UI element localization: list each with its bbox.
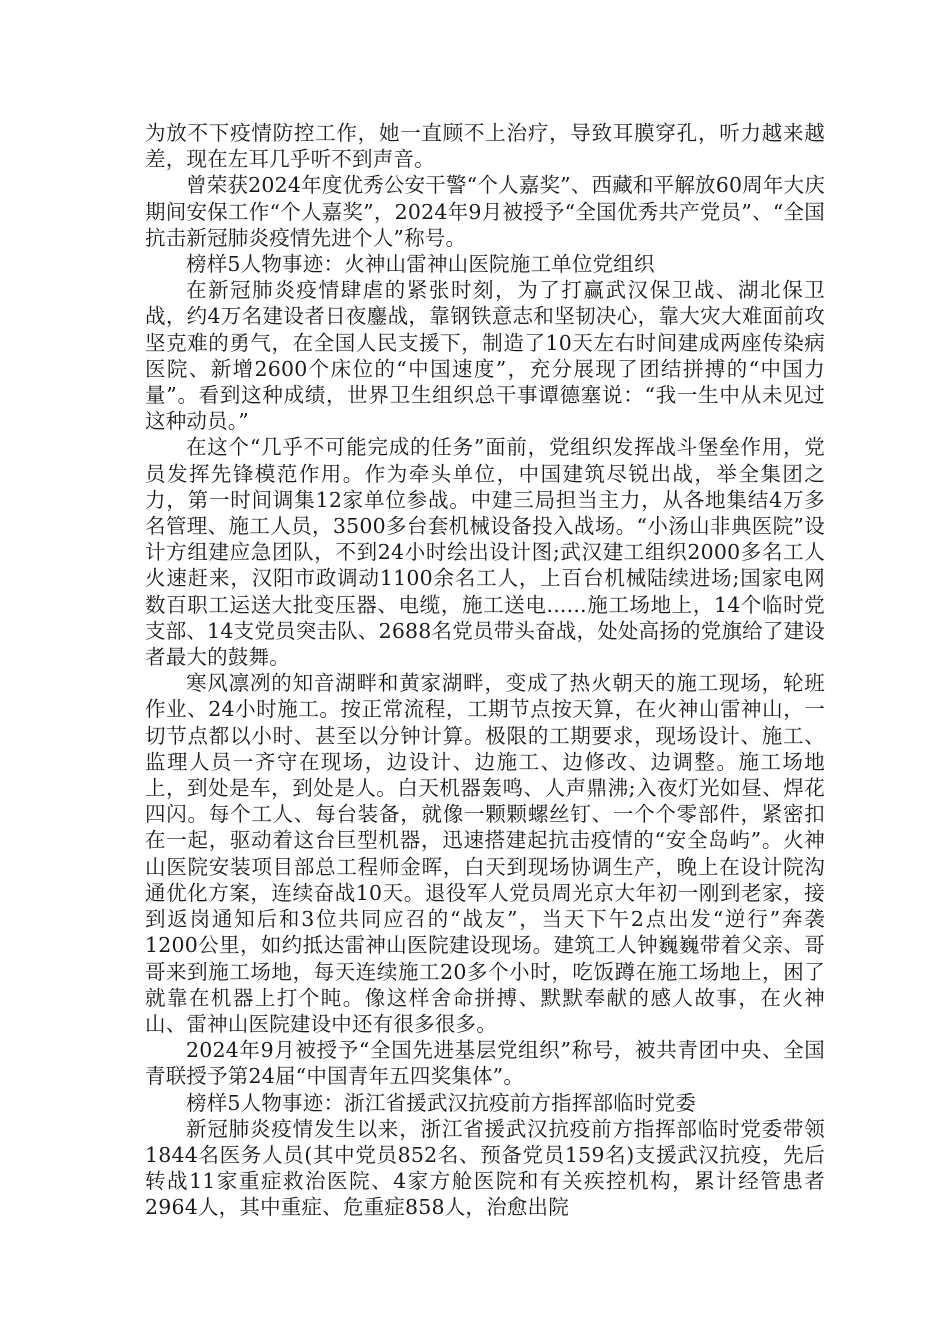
paragraph-1: 为放不下疫情防控工作，她一直顾不上治疗，导致耳膜穿孔，听力越来越差，现在左耳几乎听不到声音。 <box>145 121 825 172</box>
paragraph-3: 在新冠肺炎疫情肆虐的紧张时刻，为了打赢武汉保卫战、湖北保卫战，约4万名建设者日夜鏖战，靠钢铁意志和坚韧决心，靠大灾大难面前攻坚克难的勇气，在全国人民支援下，制造了10天左右时间建成两座传染病医院、新增2600个床位的“中国速度”，充分展现了团结拼搏的“中国力量”。看到这种成绩，世界卫生组织总干事谭德塞说：“我一生中从未见过这种动员。” <box>145 278 825 434</box>
paragraph-5: 寒风凛冽的知音湖畔和黄家湖畔，变成了热火朝天的施工现场，轮班作业、24小时施工。按正常流程，工期节点按天算，在火神山雷神山，一切节点都以小时、甚至以分钟计算。极限的工期要求，现场设计、施工、监理人员一齐守在现场，边设计、边施工、边修改、边调整。施工场地上，到处是车，到处是人。白天机器轰鸣、人声鼎沸;入夜灯光如昼、焊花四闪。每个工人、每台装备，就像一颗颗螺丝钉、一个个零部件，紧密扣在一起，驱动着这台巨型机器，迅速搭建起抗击疫情的“安全岛屿”。火神山医院安装项目部总工程师金晖，白天到现场协调生产，晚上在设计院沟通优化方案，连续奋战10天。退役军人党员周光京大年初一刚到老家，接到返岗通知后和3位共同应召的“战友”，当天下午2点出发“逆行”奔袭1200公里，如约抵达雷神山医院建设现场。建筑工人钟巍巍带着父亲、哥哥来到施工场地，每天连续施工20多个小时，吃饭蹲在施工场地上，困了就靠在机器上打个盹。像这样舍命拼搏、默默奉献的感人故事，在火神山、雷神山医院建设中还有很多很多。 <box>145 671 825 1036</box>
section-heading-2: 榜样5人物事迹：浙江省援武汉抗疫前方指挥部临时党委 <box>186 1090 697 1115</box>
section-heading-1: 榜样5人物事迹：火神山雷神山医院施工单位党组织 <box>186 252 655 277</box>
document-body <box>145 120 825 1221</box>
paragraph-2: 曾荣获2024年度优秀公安干警“个人嘉奖”、西藏和平解放60周年大庆期间安保工作“个人嘉奖”，2024年9月被授予“全国优秀共产党员”、“全国抗击新冠肺炎疫情先进个人”称号。 <box>145 173 826 250</box>
paragraph-7: 新冠肺炎疫情发生以来，浙江省援武汉抗疫前方指挥部临时党委带领1844名医务人员(其中党员852名、预备党员159名)支援武汉抗疫，先后转战11家重症救治医院、4家方舱医院和有关疾控机构，累计经管患者2964人，其中重症、危重症858人，治愈出院 <box>145 1116 825 1220</box>
paragraph-4: 在这个“几乎不可能完成的任务”面前，党组织发挥战斗堡垒作用，党员发挥先锋模范作用。作为牵头单位，中国建筑尽锐出战，举全集团之力，第一时间调集12家单位参战。中建三局担当主力，从各地集结4万多名管理、施工人员，3500多台套机械设备投入战场。“小汤山非典医院”设计方组建应急团队，不到24小时绘出设计图;武汉建工组织2000多名工人火速赶来，汉阳市政调动1100余名工人，上百台机械陆续进场;国家电网数百职工运送大批变压器、电缆，施工送电......施工场地上，14个临时党支部、14支党员突击队、2688名党员带头奋战，处处高扬的党旗给了建设者最大的鼓舞。 <box>145 435 825 670</box>
paragraph-6: 2024年9月被授予“全国先进基层党组织”称号，被共青团中央、全国青联授予第24届“中国青年五四奖集体”。 <box>145 1038 825 1089</box>
